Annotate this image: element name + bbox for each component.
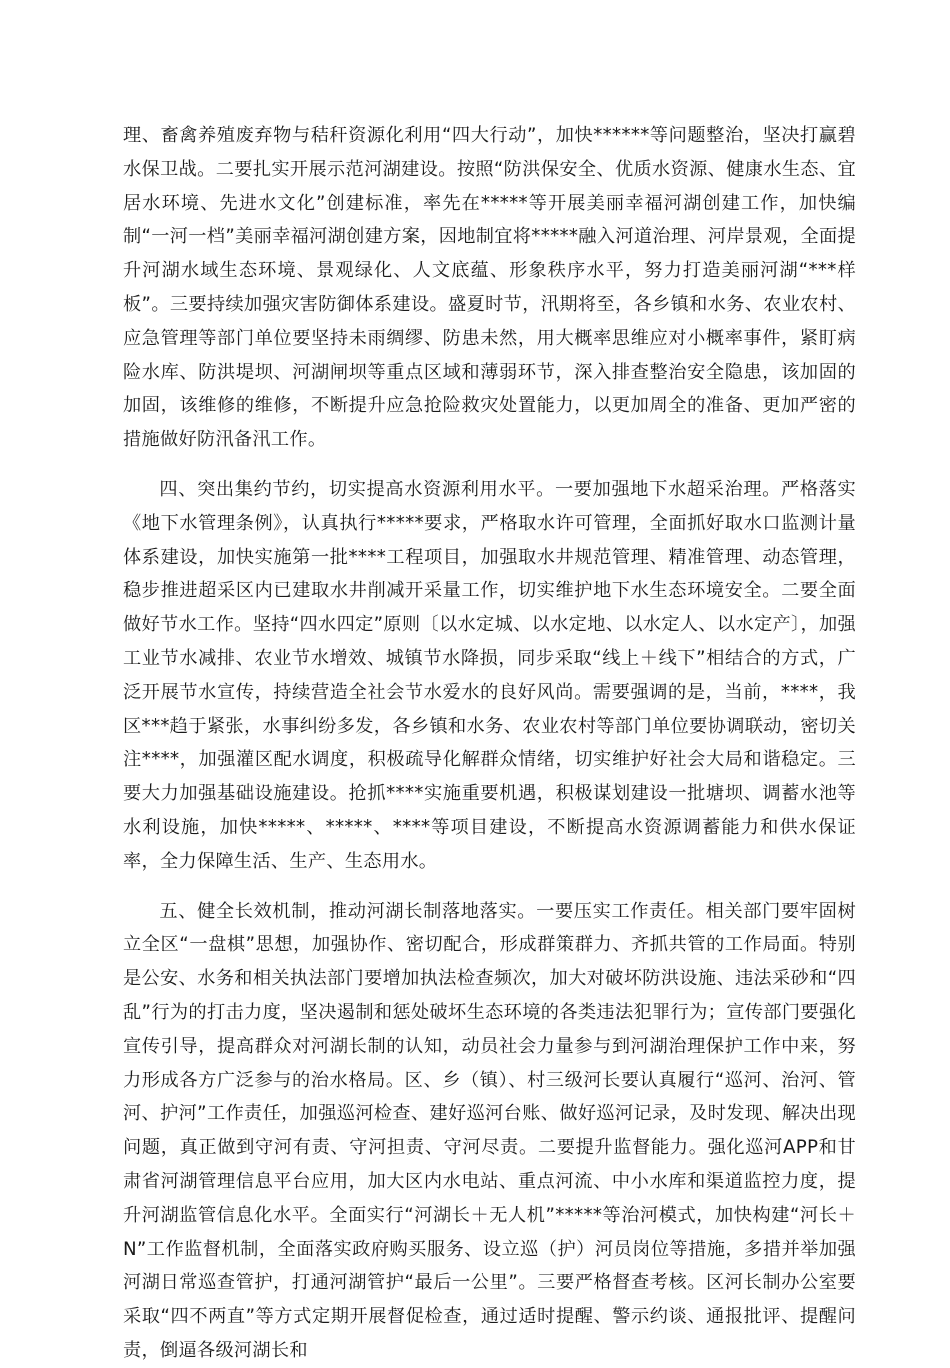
paragraph-section-five: 五、健全长效机制，推动河湖长制落地落实。一要压实工作责任。相关部门要牢固树立全区“一盘棋”思想，加强协作、密切配合，形成群策群力、齐抓共管的工作局面。特别是公安、水务和相关执法部门要增加执法检查频次，加大对破坏防洪设施、违法采砂和“四乱”行为的打击力度，坚决遏制和惩处破坏生态环境的各类违法犯罪行为；宣传部门要强化宣传引导，提高群众对河湖长制的认知，动员社会力量参与到河湖治理保护工作中来，努力形成各方广泛参与的治水格局。区、乡（镇）、村三级河长要认真履行“巡河、治河、管河、护河”工作责任，加强巡河检查、建好巡河台账、做好巡河记录，及时发现、解决出现问题，真正做到守河有责、守河担责、守河尽责。二要提升监督能力。强化巡河APP和甘肃省河湖管理信息平台应用，加大区内水电站、重点河流、中小水库和渠道监控力度，提升河湖监管信息化水平。全面实行“河湖长＋无人机”*****等治河模式，加快构建“河长＋N”工作监督机制，全面落实政府购买服务、设立巡（护）河员岗位等措施，多措并举加强河湖日常巡查管护，打通河湖管护“最后一公里”。三要严格督查考核。区河长制办公室要采取“四不两直”等方式定期开展督促检查，通过适时提醒、警示约谈、通报批评、提醒问责，倒逼各级河湖长和 [123,900,856,1361]
paragraph-section-four: 四、突出集约节约，切实提高水资源利用水平。一要加强地下水超采治理。严格落实《地下水管理条例》，认真执行*****要求，严格取水许可管理，全面抓好取水口监测计量体系建设，加快实施第一批****工程项目，加强取水井规范管理、精准管理、动态管理，稳步推进超采区内已建取水井削减开采量工作，切实维护地下水生态环境安全。二要全面做好节水工作。坚持“四水四定”原则〔以水定城、以水定地、以水定人、以水定产〕，加强工业节水减排、农业节水增效、城镇节水降损，同步采取“线上＋线下”相结合的方式，广泛开展节水宣传，持续营造全社会节水爱水的良好风尚。需要强调的是，当前，****，我区***趋于紧张，水事纠纷多发，各乡镇和水务、农业农村等部门单位要协调联动，密切关注****，加强灌区配水调度，积极疏导化解群众情绪，切实维护好社会大局和谐稳定。三要大力加强基础设施建设。抢抓****实施重要机遇，积极谋划建设一批塘坝、调蓄水池等水利设施，加快*****、*****、****等项目建设，不断提高水资源调蓄能力和供水保证率，全力保障生活、生产、生态用水。 [123,478,856,872]
paragraph-continuation: 理、畜禽养殖废弃物与秸秆资源化利用“四大行动”，加快******等问题整治，坚决打赢碧水保卫战。二要扎实开展示范河湖建设。按照“防洪保安全、优质水资源、健康水生态、宜居水环境、先进水文化”创建标准，率先在*****等开展美丽幸福河湖创建工作，加快编制“一河一档”美丽幸福河湖创建方案，因地制宜将*****融入河道治理、河岸景观，全面提升河湖水域生态环境、景观绿化、人文底蕴、形象秩序水平，努力打造美丽河湖“***样板”。三要持续加强灾害防御体系建设。盛夏时节，汛期将至，各乡镇和水务、农业农村、应急管理等部门单位要坚持未雨绸缪、防患未然，用大概率思维应对小概率事件，紧盯病险水库、防洪堤坝、河湖闸坝等重点区域和薄弱环节，深入排查整治安全隐患，该加固的加固，该维修的维修，不断提升应急抢险救灾处置能力，以更加周全的准备、更加严密的措施做好防汛备汛工作。 [123,125,856,451]
